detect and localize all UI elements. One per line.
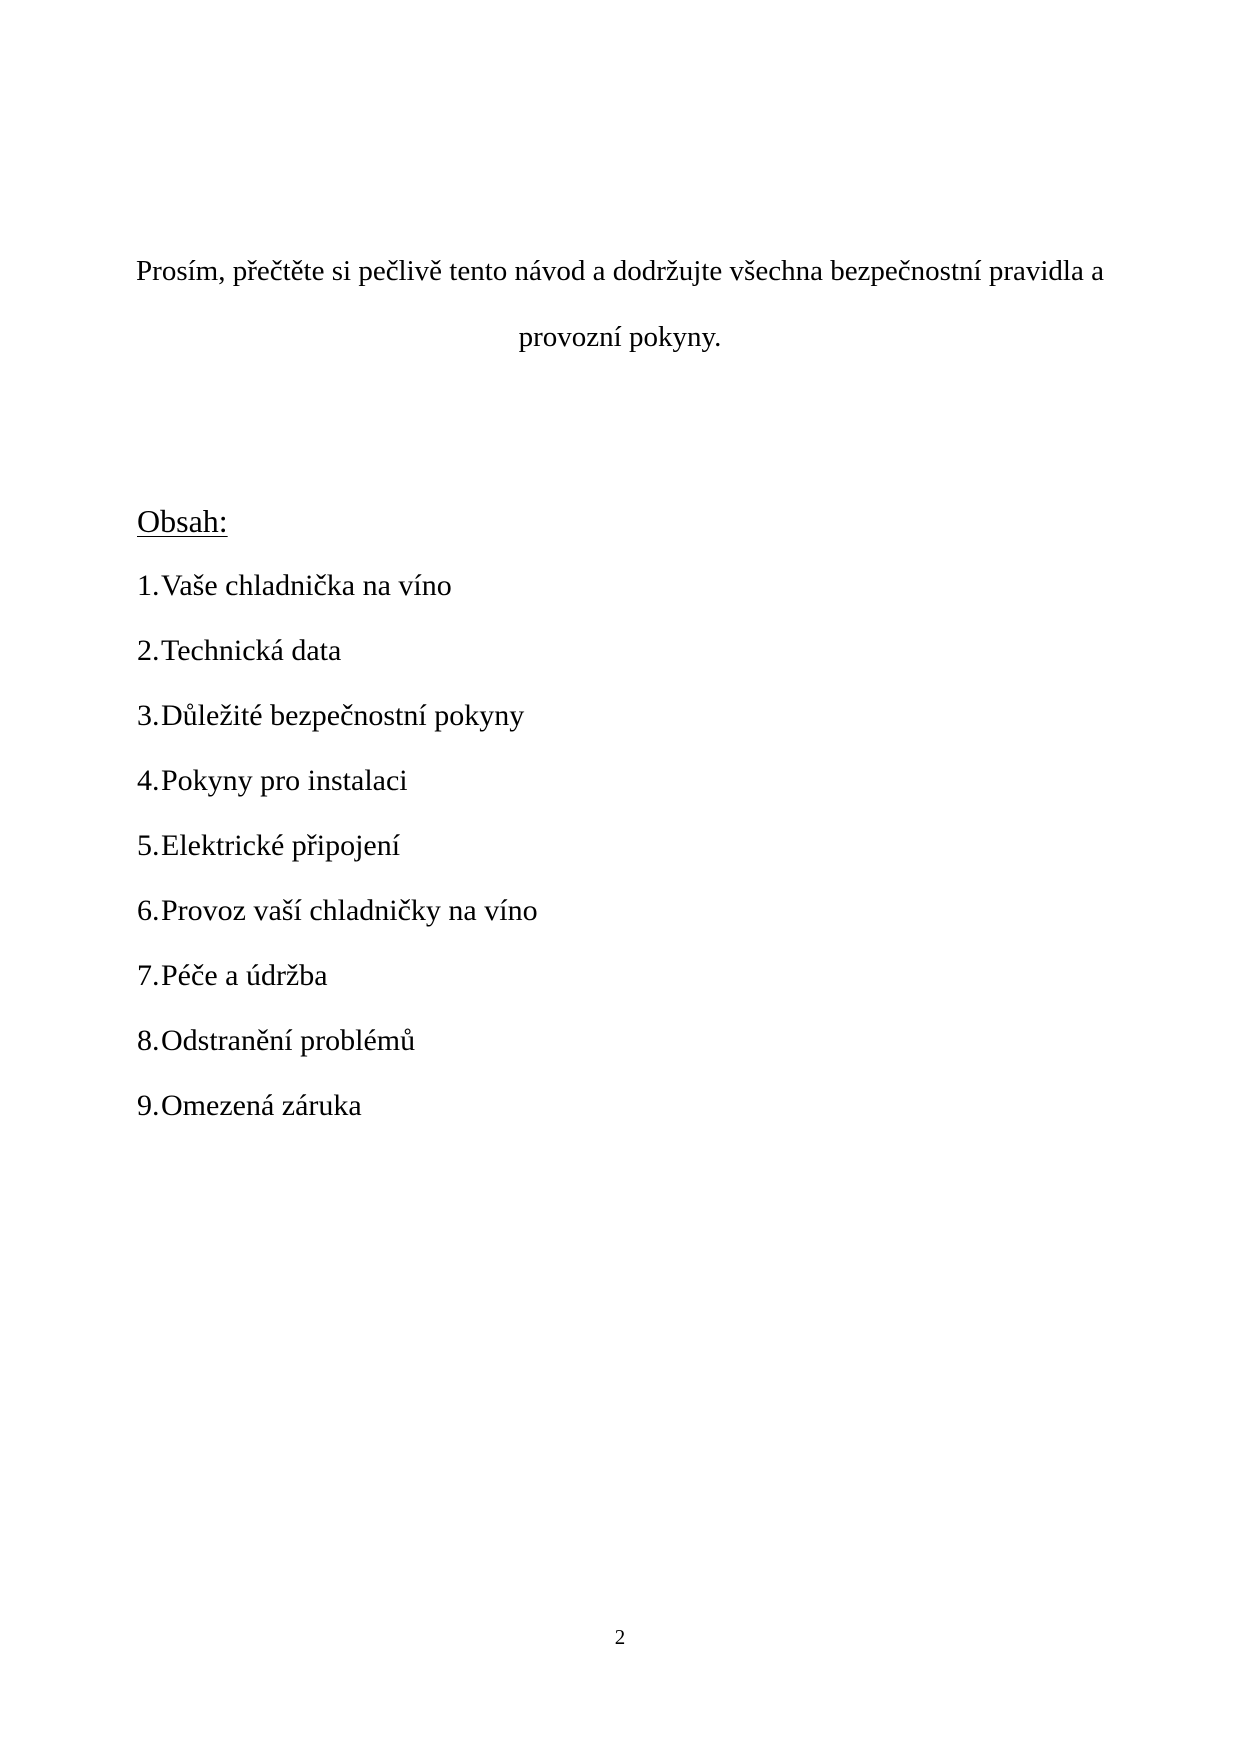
intro-paragraph <box>110 238 1130 370</box>
toc-item-6 <box>137 886 538 951</box>
toc-item-1 <box>137 561 538 626</box>
toc-item-label: Provoz vaší chladničky na víno <box>161 894 538 927</box>
toc-item-7 <box>137 951 538 1016</box>
toc-item-label: Omezená záruka <box>161 1089 362 1122</box>
toc-item-number: 8. <box>137 1024 160 1057</box>
intro-line-2: provozní pokyny. <box>518 321 722 353</box>
toc-item-2 <box>137 626 538 691</box>
toc-item-number: 6. <box>137 894 160 927</box>
toc-item-label: Pokyny pro instalaci <box>161 764 408 797</box>
intro-line-1: Prosím, přečtěte si pečlivě tento návod a dodržujte všechna bezpečnostní pravidla a <box>136 255 1104 287</box>
toc-item-label: Vaše chladnička na víno <box>161 569 452 602</box>
toc-item-number: 7. <box>137 959 160 992</box>
table-of-contents <box>137 496 538 1146</box>
toc-item-label: Péče a údržba <box>161 959 328 992</box>
page-number: 2 <box>614 1625 626 1649</box>
toc-item-3 <box>137 691 538 756</box>
toc-item-number: 2. <box>137 634 160 667</box>
toc-item-label: Důležité bezpečnostní pokyny <box>161 699 525 732</box>
toc-item-number: 5. <box>137 829 160 862</box>
toc-item-9 <box>137 1081 538 1146</box>
toc-item-label: Odstranění problémů <box>161 1024 416 1057</box>
toc-item-number: 9. <box>137 1089 160 1122</box>
toc-item-number: 1. <box>137 569 160 602</box>
toc-item-number: 4. <box>137 764 160 797</box>
toc-item-label: Technická data <box>161 634 342 667</box>
toc-heading: Obsah: <box>137 503 228 539</box>
toc-item-number: 3. <box>137 699 160 732</box>
toc-item-label: Elektrické připojení <box>161 829 401 862</box>
toc-list <box>137 561 538 1146</box>
toc-item-5 <box>137 821 538 886</box>
toc-item-4 <box>137 756 538 821</box>
toc-item-8 <box>137 1016 538 1081</box>
